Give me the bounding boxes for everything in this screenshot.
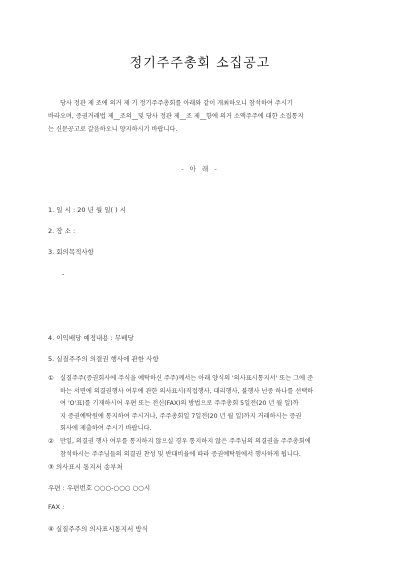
intro-line: 는 신문공고로 갈음하오니 양지하시기 바랍니다.: [48, 126, 178, 133]
agenda-dash: -: [62, 270, 65, 278]
page-title: 정기주주총회 소집공고: [129, 56, 271, 71]
note-1: [48, 373, 358, 436]
note-marker: ①: [48, 375, 54, 382]
intro-line: 당사 정관 제 조에 의거 제 기 정기주주총회를 아래와 같이 개최하오니 참석하여 주시기: [60, 100, 293, 107]
meeting-place: 2. 장 소 :: [48, 227, 76, 235]
note-3: ③ 의사표시 통지서 송부처: [48, 463, 123, 471]
note-line: 참석하시는 주주님들의 의결권 찬성 및 반대비율에 따라 증권예탁원에서 행사하게 됩니다.: [60, 450, 301, 458]
note-line: 실질주주(증권회사에 주식을 예탁하신 주주)께서는 아래 양식의 '의사표시통지서' 또는 그에 준: [60, 375, 314, 382]
section-heading-below: - 아 래 -: [181, 165, 219, 173]
dividend-plan: 4. 이익배당 예정내용 : 무배당: [48, 334, 134, 342]
note-line: 하는 서면에 의결권행사 여부에 관한 의사표시(직접행사, 대리행사, 불행사 넌중 하나를 선택하: [60, 387, 314, 395]
note-line: 만일, 의결권 행사 여부를 통지하지 않으실 경우 통지하지 않은 주주님의 의결권을 주주총회에: [60, 438, 311, 445]
note-line: 여 'O'표)를 기재하시어 우편 또는 전신(FAX)의 방법으로 주주총회 5일전(20 년 월 일)까: [60, 400, 299, 407]
meeting-agenda: 3. 회의목적사항: [48, 248, 94, 256]
mailing-address: 우편 : 우편번호 ○○○-○○○ ○○시: [48, 484, 151, 492]
fax-number: FAX :: [48, 503, 65, 511]
note-line: 지 증권예탁원에 통지하여 주시거나, 주주총회일 7일전(20 년 월 일)까지 거래하시는 증권: [60, 412, 302, 420]
note-4: ④ 실질주주의 의사표시통지서 방식: [48, 525, 148, 533]
note-2: [48, 436, 358, 461]
meeting-datetime: 1. 일 시 : 20 년 월 일( ) 시: [48, 206, 127, 214]
intro-paragraph: [48, 97, 356, 136]
intro-line: 바라오며, 증권거래법 제__조의__및 당사 정관 제__조 제__항에 의거 소액주주에 대한 소집통지: [48, 113, 304, 120]
proxy-section-title: 5. 실질주주의 의결권 행사에 관한 사항: [48, 355, 159, 363]
note-marker: ②: [48, 438, 54, 445]
note-line: 회사에 제출하여 주시기 바랍니다.: [60, 425, 152, 432]
